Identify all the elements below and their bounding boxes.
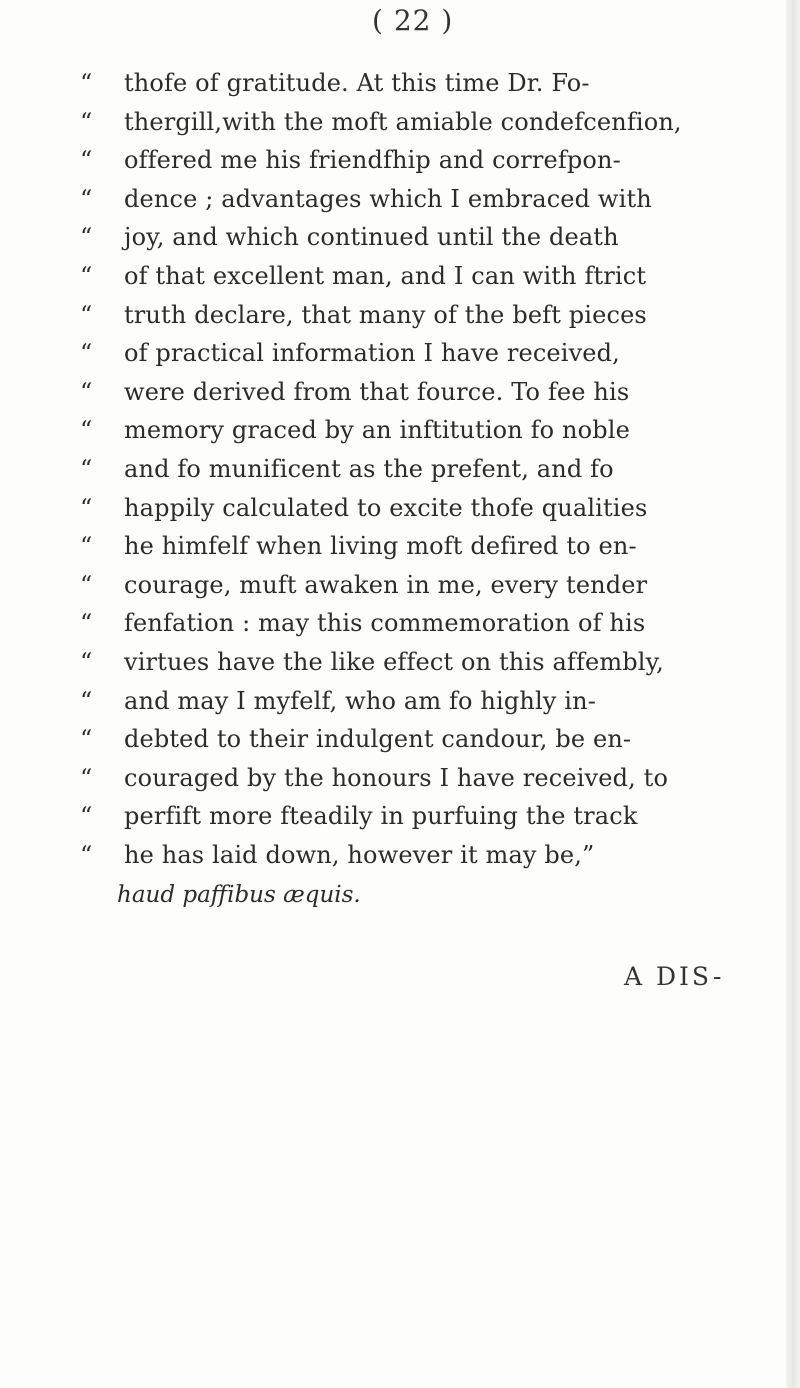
text-line <box>80 64 786 103</box>
text-line <box>80 141 786 180</box>
text-line <box>80 180 786 219</box>
text-line <box>80 373 786 412</box>
text-line <box>80 334 786 373</box>
text-line <box>80 450 786 489</box>
text-line <box>80 489 786 528</box>
opening-quote-mark: “ <box>80 725 93 754</box>
opening-quote-mark: “ <box>80 339 93 368</box>
text-line <box>80 103 786 142</box>
line-text: he has laid down, however it may be,” <box>124 840 595 869</box>
line-text: truth declare, that many of the beft pieces <box>124 300 647 329</box>
text-line <box>80 218 786 257</box>
line-text: perfift more fteadily in purfuing the track <box>124 802 638 831</box>
line-text: thergill,with the moft amiable condefcenfion, <box>124 107 682 136</box>
line-text: and may I myfelf, who am fo highly in- <box>124 686 596 715</box>
line-text: joy, and which continued until the death <box>124 223 619 252</box>
opening-quote-mark: “ <box>80 184 93 213</box>
line-text: of that excellent man, and I can with ftrict <box>124 261 647 290</box>
line-text: he himfelf when living moft defired to en- <box>124 532 637 561</box>
opening-quote-mark: “ <box>80 840 93 869</box>
opening-quote-mark: “ <box>80 69 93 97</box>
opening-quote-mark: “ <box>80 146 93 175</box>
text-line <box>80 566 786 605</box>
text-line <box>80 257 786 296</box>
text-line <box>80 682 786 721</box>
line-text: virtues have the like effect on this affembly, <box>124 647 664 676</box>
line-text: courage, muft awaken in me, every tender <box>124 570 648 599</box>
line-text: and fo munificent as the prefent, and fo <box>124 454 614 483</box>
text-line <box>80 720 786 759</box>
closing-latin-phrase: haud paffibus æquis. <box>117 882 361 908</box>
text-line <box>80 759 786 798</box>
opening-quote-mark: “ <box>80 377 93 406</box>
line-text: happily calculated to excite thofe qualities <box>124 493 648 522</box>
opening-quote-mark: “ <box>80 261 93 290</box>
quoted-paragraph <box>80 64 786 874</box>
opening-quote-mark: “ <box>80 223 93 252</box>
opening-quote-mark: “ <box>80 609 93 638</box>
line-text: offered me his friendfhip and correfpon- <box>124 146 621 175</box>
opening-quote-mark: “ <box>80 763 93 792</box>
text-line <box>80 527 786 566</box>
line-text: were derived from that fource. To fee his <box>124 377 630 406</box>
line-text: debted to their indulgent candour, be en- <box>124 725 632 754</box>
text-line <box>80 296 786 335</box>
line-text: couraged by the honours I have received, to <box>124 763 669 792</box>
text-line <box>80 643 786 682</box>
catchword: A DIS- <box>624 962 725 991</box>
opening-quote-mark: “ <box>80 570 93 599</box>
opening-quote-mark: “ <box>80 107 93 136</box>
line-text: memory graced by an inftitution fo noble <box>124 416 630 445</box>
opening-quote-mark: “ <box>80 647 93 676</box>
text-line <box>80 797 786 836</box>
opening-quote-mark: “ <box>80 300 93 329</box>
text-line <box>80 411 786 450</box>
opening-quote-mark: “ <box>80 454 93 483</box>
text-line <box>80 604 786 643</box>
opening-quote-mark: “ <box>80 493 93 522</box>
line-text: fenfation : may this commemoration of his <box>124 609 646 638</box>
opening-quote-mark: “ <box>80 802 93 831</box>
opening-quote-mark: “ <box>80 416 93 445</box>
line-text: thofe of gratitude. At this time Dr. Fo- <box>124 69 590 97</box>
line-text: dence ; advantages which I embraced with <box>124 184 652 213</box>
page-number: ( 22 ) <box>372 4 454 37</box>
line-text: of practical information I have received, <box>124 339 620 368</box>
page-edge-shadow <box>786 0 800 1388</box>
text-line <box>80 836 786 875</box>
opening-quote-mark: “ <box>80 686 93 715</box>
opening-quote-mark: “ <box>80 532 93 561</box>
